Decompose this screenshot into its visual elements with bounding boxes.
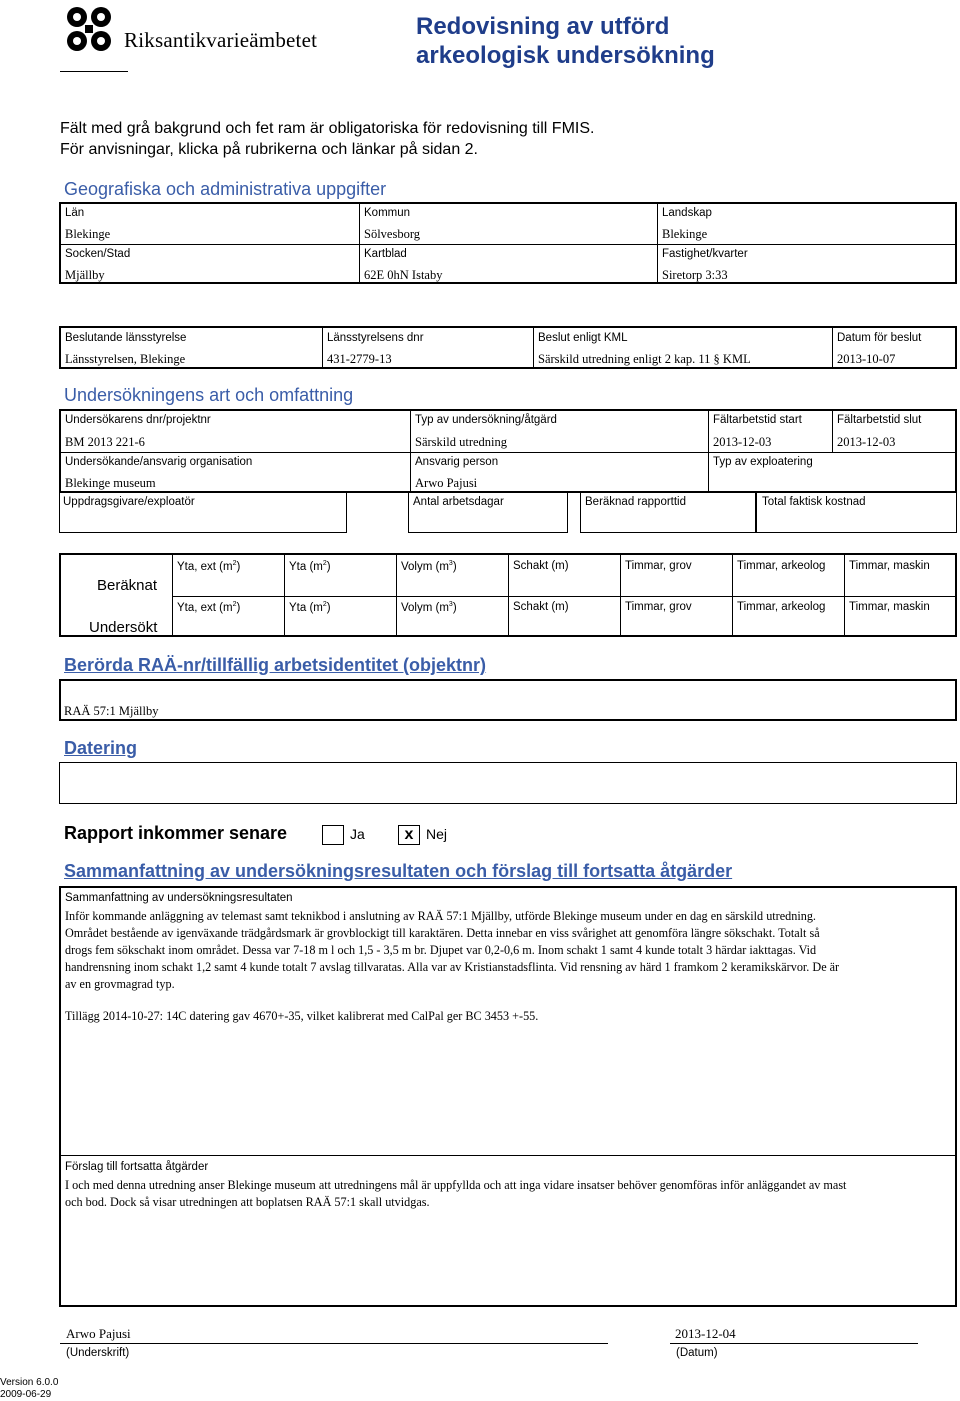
kml-field[interactable]: Särskild utredning enligt 2 kap. 11 § KML — [538, 352, 751, 366]
summary-heading-link[interactable]: Sammanfattning av undersökningsresultaten och förslag till fortsatta åtgärder — [64, 861, 733, 881]
undersokt-yta-label: Yta $(m^2)$ — [289, 601, 331, 614]
rapporttid-label: Beräknad rapporttid — [585, 496, 687, 508]
kostnad-label: Total faktisk kostnad — [762, 496, 866, 508]
version-info — [0, 1377, 58, 1401]
rapporttid-field[interactable] — [580, 512, 756, 532]
datering-heading-link[interactable]: Datering — [64, 738, 138, 758]
trefoil-logo-icon — [64, 4, 114, 54]
summary-line: Området bestående av igenväxande trädgårdsmark är grovblockigt till karaktären. Detta innebar en viss svårighet att genomföra längre sökschakt. Totalt så — [65, 926, 820, 940]
document-title-line1: Redovisning av utförd — [416, 13, 670, 40]
signature-label: (Underskrift) — [66, 1347, 130, 1359]
rapport-ja-checkbox[interactable] — [322, 825, 344, 845]
fastighet-label: Fastighet/kvarter — [662, 248, 748, 260]
summary-line: Inför kommande anläggning av telemast samt teknikbod i anslutning av RAÄ 57:1 Mjällby, utförde Blekinge museum under en dag en särskild utredning. — [65, 909, 816, 923]
version-number: Version 6.0.0 — [0, 1377, 59, 1388]
lan-field[interactable]: Blekinge — [65, 227, 111, 241]
org-field[interactable]: Blekinge museum — [65, 476, 156, 490]
fastighet-field[interactable]: Siretorp 3:33 — [662, 268, 728, 282]
arbetsdagar-label: Antal arbetsdagar — [413, 496, 504, 508]
datering-field[interactable] — [59, 762, 957, 804]
beraknat-volym-label: Volym $(m^3)$ — [401, 560, 457, 573]
geo-table — [59, 202, 957, 284]
projnr-label: Undersökarens dnr/projektnr — [65, 414, 211, 426]
rapport-label: Rapport inkommer senare — [64, 823, 288, 843]
undersokt-label: Undersökt — [89, 619, 158, 636]
landskap-field[interactable]: Blekinge — [662, 227, 708, 241]
lan-label: Län — [65, 207, 85, 219]
version-date: 2009-06-29 — [0, 1389, 52, 1400]
signature-name[interactable]: Arwo Pajusi — [66, 1326, 131, 1341]
raa-heading-link[interactable]: Berörda RAÄ-nr/tillfällig arbetsidentitet (objektnr) — [64, 655, 487, 675]
start-label: Fältarbetstid start — [713, 414, 802, 426]
survey-row3 — [59, 492, 957, 533]
landskap-label: Landskap — [662, 207, 712, 219]
undersokt-yta-ext-label: Yta, ext $(m^2)$ — [177, 601, 241, 614]
signature-line — [60, 1343, 608, 1344]
raa-field[interactable] — [59, 679, 957, 721]
kartblad-field[interactable]: 62E 0hN Istaby — [364, 268, 443, 282]
kml-label: Beslut enligt KML — [538, 332, 628, 344]
kommun-label: Kommun — [364, 207, 411, 219]
org-label: Undersökande/ansvarig organisation — [65, 456, 253, 468]
agency-logo — [64, 4, 114, 54]
projnr-field[interactable]: BM 2013 221-6 — [65, 435, 145, 449]
exploatering-label: Typ av exploatering — [713, 456, 813, 468]
start-field[interactable]: 2013-12-03 — [713, 435, 772, 449]
beraknat-timmar-maskin-label: Timmar, maskin — [849, 560, 930, 572]
beraknat-schakt-label: Schakt (m) — [513, 560, 569, 572]
header-rule — [60, 71, 128, 72]
document-title — [416, 12, 715, 70]
slut-field[interactable]: 2013-12-03 — [837, 435, 896, 449]
kartblad-label: Kartblad — [364, 248, 407, 260]
datum-beslut-label: Datum för beslut — [837, 332, 922, 344]
undersokt-timmar-grov-label: Timmar, grov — [625, 601, 692, 613]
beraknat-label: Beräknat — [97, 577, 158, 594]
signature-date[interactable]: 2013-12-04 — [675, 1326, 736, 1341]
beraknat-yta-ext-label: Yta, ext $(m^2)$ — [177, 560, 241, 573]
summary-line: av en grovmagrad typ. — [65, 977, 175, 991]
socken-field[interactable]: Mjällby — [65, 268, 105, 282]
undersokt-timmar-arkeolog-label: Timmar, arkeolog — [737, 601, 826, 613]
socken-label: Socken/Stad — [65, 248, 131, 260]
forslag-text[interactable] — [65, 1177, 953, 1211]
decision-table — [59, 326, 957, 369]
beraknat-timmar-arkeolog-label: Timmar, arkeolog — [737, 560, 826, 572]
slut-label: Fältarbetstid slut — [837, 414, 922, 426]
undersokt-volym-label: Volym $(m^3)$ — [401, 601, 457, 614]
summary-line: drogs fem sökschakt inom området. Dessa var 7-18 m l och 1,5 - 3,5 m br. Djupet var 0,2-0,6 m. Inom schakt 1 samt 4 kunde totalt 3 härdar iakttagas. Vid — [65, 943, 817, 957]
uppdrag-label: Uppdragsgivare/exploatör — [63, 496, 195, 508]
rapport-nej-checkbox[interactable]: x — [398, 825, 420, 845]
measures-table — [59, 553, 957, 637]
date-label: (Datum) — [676, 1347, 718, 1359]
raa-value: RAÄ 57:1 Mjällby — [64, 704, 159, 718]
kostnad-field[interactable] — [756, 512, 957, 532]
intro-line-1: Fält med grå bakgrund och fet ram är obligatoriska för redovisning till FMIS. — [60, 120, 595, 137]
intro-line-2: För anvisningar, klicka på rubrikerna och länkar på sidan 2. — [60, 141, 478, 158]
person-field[interactable]: Arwo Pajusi — [415, 476, 478, 490]
summary-box — [59, 886, 957, 1307]
person-label: Ansvarig person — [415, 456, 499, 468]
agency-name: Riksantikvarieämbetet — [124, 28, 318, 52]
summary-text[interactable] — [65, 908, 953, 1025]
kommun-field[interactable]: Sölvesborg — [364, 227, 421, 241]
undersokt-timmar-maskin-label: Timmar, maskin — [849, 601, 930, 613]
arbetsdagar-field[interactable] — [408, 512, 568, 532]
forslag-line: I och med denna utredning anser Blekinge museum att utredningens mål är uppfyllda och att inga vidare insatser behöver genomföras inför anläggandet av mast — [65, 1178, 847, 1192]
rapport-ja-label: Ja — [350, 826, 365, 842]
date-line — [670, 1343, 918, 1344]
geo-heading-link[interactable]: Geografiska och administrativa uppgifter — [64, 179, 387, 199]
dnr-label: Länsstyrelsens dnr — [327, 332, 424, 344]
typ-field[interactable]: Särskild utredning — [415, 435, 508, 449]
datum-beslut-field[interactable]: 2013-10-07 — [837, 352, 896, 366]
survey-table — [59, 409, 957, 493]
uppdrag-field[interactable] — [59, 512, 347, 532]
typ-label: Typ av undersökning/åtgärd — [415, 414, 557, 426]
beraknat-yta-label: Yta $(m^2)$ — [289, 560, 331, 573]
survey-heading-link[interactable]: Undersökningens art och omfattning — [64, 385, 354, 405]
forslag-label: Förslag till fortsatta åtgärder — [65, 1161, 209, 1173]
beslutande-field[interactable]: Länsstyrelsen, Blekinge — [65, 352, 186, 366]
summary-addendum: Tillägg 2014-10-27: 14C datering gav 4670+-35, vilket kalibrerat med CalPal ger BC 3453 +-55. — [65, 1009, 539, 1023]
dnr-field[interactable]: 431-2779-13 — [327, 352, 392, 366]
beslutande-label: Beslutande länsstyrelse — [65, 332, 187, 344]
document-title-line2: arkeologisk undersökning — [416, 42, 715, 69]
summary-line: handrensning inom schakt 1,2 samt 4 kunde totalt 7 avslag tillvaratas. Alla var av Kristianstadsflinta. Vid rensning av härd 1 framkom 2 keramikskärvor. De är — [65, 960, 840, 974]
rapport-nej-label: Nej — [426, 826, 448, 842]
beraknat-timmar-grov-label: Timmar, grov — [625, 560, 692, 572]
undersokt-schakt-label: Schakt (m) — [513, 601, 569, 613]
summary-label: Sammanfattning av undersökningsresultaten — [65, 892, 293, 904]
forslag-line: och bod. Dock så visar utredningen att boplatsen RAÄ 57:1 skall utvidgas. — [65, 1195, 430, 1209]
intro-text — [60, 118, 594, 160]
